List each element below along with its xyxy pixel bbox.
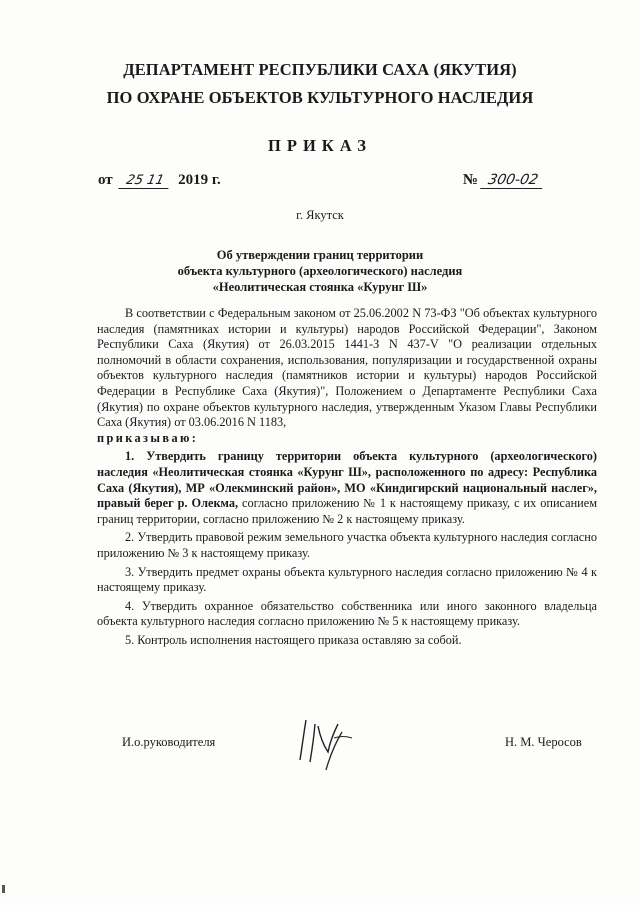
order-item-5-text: 5. Контроль исполнения настоящего приказа оставляю за собой. [125, 632, 462, 647]
order-item-1-text: согласно приложению № 1 к настоящему приказу, с их описанием границ территории, согласно приложению № 2 к настоящему приказу. [97, 496, 597, 526]
order-item-4 [97, 599, 597, 630]
decree-word: приказываю: [97, 430, 199, 445]
department-title-line2: ПО ОХРАНЕ ОБЪЕКТОВ КУЛЬТУРНОГО НАСЛЕДИЯ [106, 88, 534, 107]
order-number [463, 172, 544, 189]
date-prefix: от [98, 172, 113, 188]
order-item-3 [97, 565, 597, 596]
order-item-5 [97, 633, 597, 649]
handwritten-number: 300-02 [480, 172, 546, 189]
scan-edge-mark [2, 885, 5, 893]
handwritten-signature [290, 712, 360, 772]
order-item-2 [97, 530, 597, 561]
signatory-role: И.о.руководителя [122, 735, 216, 749]
number-sign: № [462, 172, 478, 188]
order-item-3-text: 3. Утвердить предмет охраны объекта культурного наследия согласно приложению № 4 к настоящему приказу. [97, 564, 597, 595]
subject-line1: Об утверждении границ территории [216, 248, 424, 262]
order-item-2-text: 2. Утвердить правовой режим земельного участка объекта культурного наследия согласно приложению № 3 к настоящему приказу. [97, 530, 597, 560]
preamble-paragraph: В соответствии с Федеральным законом от 25.06.2002 N 73-ФЗ "Об объектах культурного наследия (памятниках истории и культуры) народов Российской Федерации", Законом Республики Саха (Якутия) от 26.03.2015 1441-З N 437-V "О реализации отдельных полномочий в области сохранения, использования, популяризации и государственной охраны объектов культурного наследия (памятников истории и культуры) народов Российской Федерации в Республике Саха (Якутия)", Положением о Департаменте Республики Саха (Якутия) по охране объектов культурного наследия, утвержденным Указом Главы Республики Саха (Якутия) от 03.06.2016 N 1183, [97, 306, 597, 430]
city-line: г. Якутск [296, 208, 344, 222]
order-item-1-bold: 1. Утвердить границу территории объекта культурного (археологического) наследия «Неолитическая стоянка «Курунг Ш», расположенного по адресу: Республика Саха (Якутия), МР «Олекминский район», МО «Киндигирский национальный наслег», правый берег р. Олекма, [97, 449, 597, 511]
department-title-line1: ДЕПАРТАМЕНТ РЕСПУБЛИКИ САХА (ЯКУТИЯ) [123, 60, 517, 79]
order-body [97, 306, 597, 648]
order-subject [0, 247, 640, 295]
order-title: ПРИКАЗ [268, 136, 372, 155]
order-item-1 [97, 449, 597, 527]
date-year: 2019 г. [178, 172, 221, 188]
handwritten-date: 25 11 [119, 173, 172, 189]
subject-line3: «Неолитическая стоянка «Курунг Ш» [212, 280, 428, 294]
signatory-name: Н. М. Черосов [505, 735, 582, 749]
decree-line [97, 431, 597, 447]
order-item-4-text: 4. Утвердить охранное обязательство собственника или иного законного владельца объекта культурного наследия согласно приложению № 5 к настоящему приказу. [97, 598, 597, 629]
order-date [98, 172, 221, 189]
subject-line2: объекта культурного (археологического) наследия [177, 264, 463, 278]
